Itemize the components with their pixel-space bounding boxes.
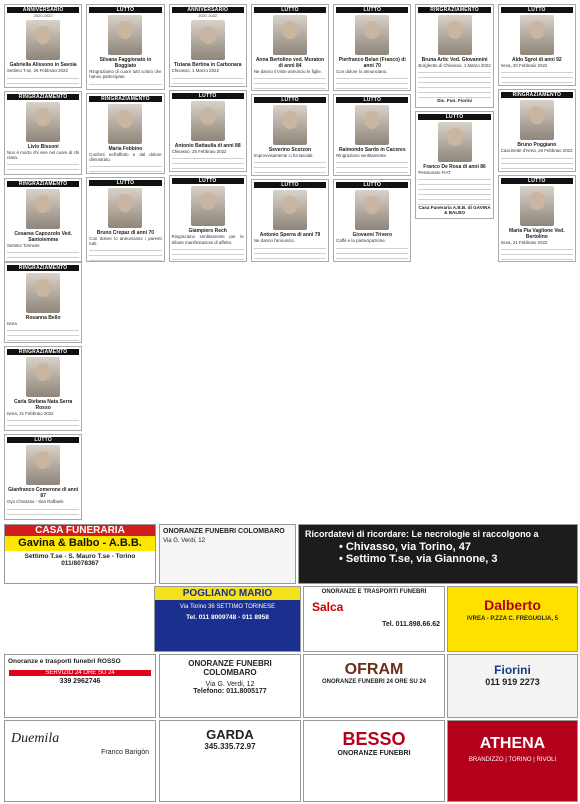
ad-line1: • Chivasso, via Torino, 47 <box>339 541 472 553</box>
notice-header: RINGRAZIAMENTO <box>501 92 573 98</box>
deceased-name: Pierfranco Belan (Franco) di anni 70 <box>338 57 406 69</box>
notice-body: Ringraziano sentitamente per le tribute manifestazioni di affetto. <box>171 234 244 245</box>
ad-title: Fiorini <box>494 663 531 677</box>
notice-header: LUTTO <box>336 7 408 13</box>
notice-body: Oyo Chivasso - San Raffaele <box>7 499 64 505</box>
ad-title: Dalberto <box>484 597 541 613</box>
notice-body: Settimo Torinese <box>7 242 40 248</box>
deceased-name: Livio Bissoni <box>27 143 59 150</box>
ad-name: Salca <box>312 600 344 614</box>
notice-header: LUTTO <box>172 93 244 99</box>
obituary-notice <box>86 93 164 174</box>
notice-header: LUTTO <box>254 7 326 13</box>
portrait-photo <box>108 104 142 144</box>
notice-text-block <box>336 158 408 176</box>
obituary-notice <box>169 4 247 87</box>
notice-text-block <box>501 245 573 262</box>
notice-header: ANNIVERSARIO <box>7 7 79 13</box>
portrait-photo <box>26 102 60 142</box>
notice-body: Ne danno l'annuncio. <box>253 238 295 244</box>
notice-text-block <box>89 162 161 174</box>
deceased-name: Giovanni Trivero <box>352 232 393 239</box>
portrait-photo <box>520 100 554 140</box>
notice-body: Conforti nell'affetto e dal dolore dimostrato. <box>89 151 162 162</box>
deceased-name: Gianfranco Comerone di anni 87 <box>8 487 79 500</box>
deceased-name: Maria Pia Vaglione Ved. Bertolino <box>509 227 565 240</box>
notice-text-block <box>7 160 79 174</box>
notice-text-block <box>89 246 161 262</box>
deceased-name: Tiziana Bertina in Carbonara <box>173 62 242 69</box>
obituary-notice <box>169 90 247 173</box>
notice-text-block <box>336 244 408 262</box>
portrait-photo <box>273 105 307 145</box>
ad-title: GARDA <box>206 727 254 742</box>
notice-dates: 2020 2022 <box>33 13 53 18</box>
ad-title: POGLIANO MARIO <box>155 587 300 600</box>
portrait-photo <box>26 357 60 397</box>
portrait-photo <box>355 190 389 230</box>
obituary-notice <box>498 89 576 171</box>
portrait-photo <box>191 186 225 226</box>
obituary-column <box>169 4 247 262</box>
ad-sub: ONORANZE FUNEBRI <box>337 750 411 757</box>
notice-text-block <box>7 74 79 88</box>
notice-header: LUTTO <box>172 178 244 184</box>
ad-ofram[interactable] <box>303 654 445 718</box>
notice-text-block <box>254 158 326 176</box>
notice-text-block <box>254 74 326 91</box>
portrait-photo <box>108 15 142 55</box>
portrait-photo <box>273 190 307 230</box>
ad-ricordati[interactable] <box>298 524 578 584</box>
notice-body: Ivrea <box>7 321 17 326</box>
obituary-notice <box>86 177 164 262</box>
notice-text-block <box>7 326 79 343</box>
obituary-notice <box>251 179 329 262</box>
ad-phone: 339 2962746 <box>59 678 101 685</box>
notice-header: RINGRAZIAMENTO <box>7 265 79 271</box>
portrait-photo <box>520 186 554 226</box>
ad-title: ATHENA <box>479 735 546 752</box>
portrait-photo <box>191 20 225 60</box>
ad-sub: Franco Barigòn <box>101 749 149 756</box>
ad-besso[interactable] <box>303 720 445 802</box>
notice-signature: Casa Funeraria A.B.B. di GAVINA & BALBO <box>418 204 491 216</box>
notice-header: RINGRAZIAMENTO <box>418 7 490 13</box>
obituary-notice <box>333 94 411 177</box>
obituary-grid <box>4 4 576 520</box>
notice-body: Pensionato FIAT <box>418 169 451 175</box>
obituary-notice <box>333 179 411 262</box>
ad-title: ONORANZE FUNEBRI COLOMBARO <box>163 528 285 535</box>
deceased-name: Raimondo Sardo in Caceres <box>338 146 406 153</box>
notice-body: Improvvisamente ci ha lasciati. <box>253 152 314 158</box>
notice-dates: 2021 2022 <box>198 13 218 18</box>
notice-header: LUTTO <box>254 97 326 103</box>
ad-title: ONORANZE FUNEBRI COLOMBARO <box>188 659 272 677</box>
notice-body: Chivasso, 1 Marzo 2022 <box>171 68 219 74</box>
notice-signature: Dic. Fun. Fiorini <box>437 98 472 104</box>
ad-title: CASA FUNERARIA <box>5 525 155 536</box>
ad-sub: IVREA - P.ZZA C. FREGUGLIA, 5 <box>466 616 559 622</box>
notice-body: Ivrea, 21 Febbraio 2022 <box>500 239 548 245</box>
notice-body: Ringraziano sentitamente. <box>336 152 388 158</box>
notice-body: Settimo T.se, 25 Febbraio 2022 <box>7 68 68 74</box>
obituary-notice <box>169 175 247 262</box>
deceased-name: Severino Scorzon <box>268 146 312 153</box>
notice-header: RINGRAZIAMENTO <box>7 94 79 100</box>
obituary-notice <box>4 346 82 432</box>
notice-header: RINGRAZIAMENTO <box>89 96 161 102</box>
deceased-name: Franco De Rosa di anni 86 <box>423 163 486 170</box>
deceased-name: Carla Stefana Nata Serra Rosso <box>13 398 73 411</box>
obituary-column <box>4 4 82 262</box>
deceased-name: Silvana Faggionato in Boggiato <box>99 57 152 69</box>
notice-text-block <box>418 175 490 205</box>
ad-service: SERVIZIO 24 ORE SU 24 <box>9 670 151 676</box>
portrait-photo <box>26 20 60 60</box>
obituary-column <box>333 4 411 262</box>
notice-body: Caffè e la partecipazione. <box>336 238 386 244</box>
ad-address: Via G. Verdi, 12 <box>163 538 205 544</box>
ad-sub: ONORANZE FUNEBRI 24 ORE SU 24 <box>321 679 427 685</box>
notice-body: Con dolore lo annunciano. <box>336 69 388 74</box>
deceased-name: Gabriella Alissono in Savoia <box>9 62 77 69</box>
deceased-name: Giampiero Rech <box>188 228 227 235</box>
obituary-notice <box>86 4 164 90</box>
notice-header: ANNIVERSARIO <box>172 7 244 13</box>
obituary-notice <box>415 4 493 108</box>
ad-phone: 011 919 2273 <box>485 677 540 687</box>
obituary-notice <box>4 91 82 175</box>
ad-phone: 345.335.72.97 <box>204 742 256 751</box>
obituary-notice <box>251 4 329 91</box>
portrait-photo <box>26 445 60 485</box>
ad-title: Onoranze e trasporti funebri ROSSO <box>8 658 121 665</box>
notice-text-block <box>7 416 79 431</box>
notice-text-block <box>501 154 573 172</box>
portrait-photo <box>520 15 554 55</box>
ad-phone: Settimo T.se - S. Mauro T.se - Torino 011/8078367 <box>24 553 136 567</box>
portrait-photo <box>26 273 60 313</box>
ad-pogliano[interactable] <box>154 586 301 652</box>
notice-body: Non è morto chi vive nel cuore di chi resta. <box>7 149 80 161</box>
notice-header: LUTTO <box>336 97 408 103</box>
notice-header: LUTTO <box>501 7 573 13</box>
obituary-notice <box>251 94 329 177</box>
deceased-name: Bruno Poggiano <box>517 142 557 149</box>
notice-header: LUTTO <box>418 114 490 120</box>
notice-header: LUTTO <box>501 178 573 184</box>
obituary-column <box>415 4 493 262</box>
notice-text-block <box>89 80 161 90</box>
notice-body: Con dolore lo annunciano i parenti tutti. <box>89 235 162 247</box>
obituary-notice <box>498 4 576 86</box>
deceased-name: Maria Febbino <box>108 145 143 152</box>
notice-header: LUTTO <box>336 182 408 188</box>
notice-body: Ne danno il triste annuncio le figlie. <box>253 69 322 74</box>
obituary-notice <box>415 111 493 220</box>
notice-body: Ivrea, 20 Febbraio 2022 <box>500 63 548 68</box>
obituary-notice <box>333 4 411 91</box>
ad-address: Via G. Verdi, 12 <box>205 681 255 688</box>
portrait-photo <box>26 189 60 229</box>
portrait-photo <box>355 15 389 55</box>
portrait-photo <box>438 122 472 162</box>
notice-text-block <box>7 505 79 520</box>
ad-name: Gavina & Balbo - A.B.B. <box>5 536 155 551</box>
ad-duemila[interactable] <box>4 720 156 802</box>
ad-colombaro-small[interactable] <box>159 524 296 584</box>
notice-header: LUTTO <box>7 437 79 443</box>
ad-colombaro[interactable] <box>159 654 301 718</box>
notice-text-block <box>501 68 573 86</box>
ad-title: Ricordatevi di ricordare: Le necrologie si raccolgono a <box>305 529 539 539</box>
ad-line2: • Settimo T.se, via Giannone, 3 <box>339 553 498 565</box>
ad-garda[interactable] <box>159 720 301 802</box>
deceased-name: Bruna Aritc Ved. Giovannini <box>421 57 488 63</box>
ad-title: OFRAM <box>344 661 404 678</box>
notice-text-block <box>172 154 244 172</box>
notice-header: LUTTO <box>89 180 161 186</box>
deceased-name: Antonio Sperra di anni 79 <box>259 232 321 239</box>
deceased-name: Cesarea Capozzolo Ved. Santoiemma <box>14 230 72 243</box>
notice-text-block <box>336 74 408 91</box>
portrait-photo <box>108 188 142 228</box>
ad-phone: Tel. 011.898.66.62 <box>382 621 440 628</box>
ad-title: BESSO <box>342 729 406 749</box>
obituary-notice <box>4 262 82 343</box>
notice-header: RINGRAZIAMENTO <box>7 181 79 187</box>
ad-rosso[interactable] <box>4 654 156 718</box>
obituary-column <box>4 262 82 520</box>
obituary-notice <box>4 434 82 520</box>
ad-dalberto[interactable] <box>447 586 578 652</box>
notice-body: Ivrea, 21 Febbraio 2022 <box>7 410 54 416</box>
obituary-column <box>251 4 329 262</box>
notice-text-block <box>254 244 326 262</box>
notice-text-block <box>172 245 244 262</box>
notice-body: Ringraziamo di cuore tutti coloro che hanno partecipato. <box>89 69 162 80</box>
deceased-name: Rosanna Bello <box>25 315 61 321</box>
notice-text-block <box>7 248 79 262</box>
obituary-column <box>498 4 576 262</box>
portrait-photo <box>191 101 225 141</box>
obituary-notice <box>4 178 82 262</box>
portrait-photo <box>355 105 389 145</box>
notice-body: Chivasso, 25 Febbraio 2022 <box>171 148 227 154</box>
ad-phone: Telefono: 011.8005177 <box>193 688 267 695</box>
obituary-notice <box>4 4 82 88</box>
notice-text-block <box>172 74 244 87</box>
portrait-photo <box>273 15 307 55</box>
notice-header: LUTTO <box>89 7 161 13</box>
notice-header: RINGRAZIAMENTO <box>7 349 79 355</box>
deceased-name: Aldo Sgroi di anni 92 <box>511 57 562 63</box>
obituary-column <box>86 4 164 262</box>
ad-gavina-balbo[interactable] <box>4 524 156 584</box>
ad-sub: BRANDIZZO | TORINO | RIVOLI <box>468 757 557 763</box>
ad-title: Duemila <box>11 731 60 746</box>
deceased-name: Anna Bertolino ved. Muraton di anni 84 <box>255 57 325 69</box>
portrait-photo <box>438 15 472 55</box>
ad-salca[interactable] <box>303 586 445 652</box>
ad-phone: Tel. 011 8009748 - 011 8958 <box>186 614 269 621</box>
deceased-name: Antonio Battaulia di anni 88 <box>174 142 241 149</box>
notice-header: LUTTO <box>254 182 326 188</box>
notice-body: Borghetto di Chivasso, 1 Marzo 2022 <box>418 63 491 68</box>
notice-body: Cascinette d'Ivrea, 26 Febbraio 2022 <box>500 148 573 154</box>
deceased-name: Bruno Crepaz di anni 70 <box>96 229 155 236</box>
ad-fiorini[interactable] <box>447 654 578 718</box>
notice-text-block <box>418 68 490 98</box>
ad-athena[interactable] <box>447 720 578 802</box>
obituary-notice <box>498 175 576 262</box>
ad-sub: Via Torino 36 SETTIMO TORINESE <box>179 604 276 610</box>
ad-title: ONORANZE E TRASPORTI FUNEBRI <box>321 589 427 595</box>
